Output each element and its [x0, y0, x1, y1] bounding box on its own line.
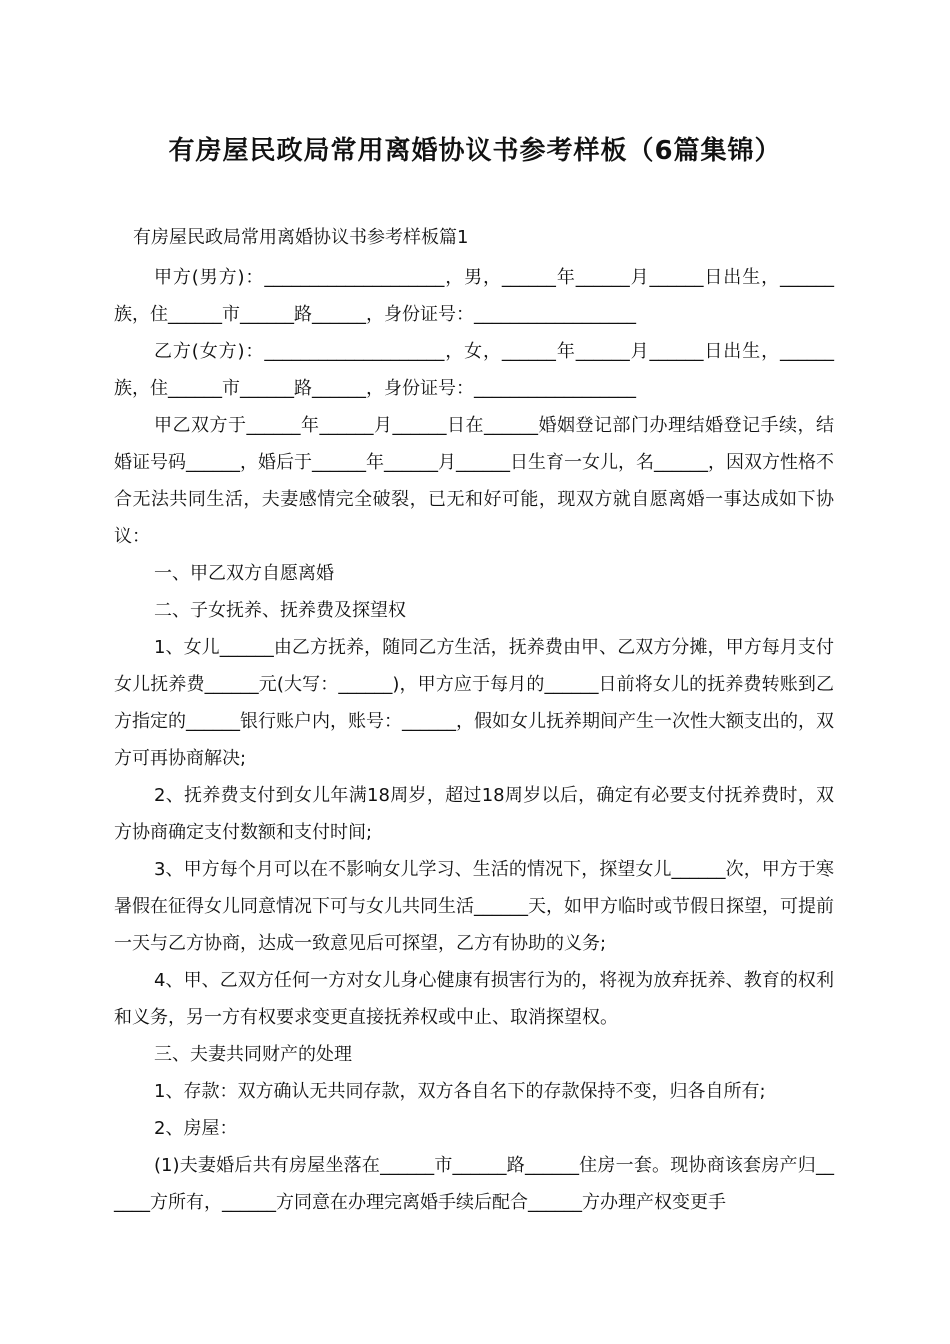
clause-3-item-1: 1、存款：双方确认无共同存款，双方各自名下的存款保持不变，归各自所有; — [154, 1081, 766, 1102]
clause-3-item-2: 2、房屋： — [154, 1118, 238, 1139]
clause-3-item-2-sub-1: (1)夫妻婚后共有房屋坐落在______市______路______住房一套。现协商该套房产归______方所有，______方同意在办理完离婚手续后配合______方办理产权变更手 — [114, 1155, 834, 1213]
marriage-background: 甲乙双方于______年______月______日在______婚姻登记部门办理结婚登记手续，结婚证号码______，婚后于______年______月______日生育一女儿，名______，因双方性格不合无法共同生活，夫妻感情完全破裂，已无和好可能，现双方就自愿离婚一事达成如下协议： — [114, 415, 834, 547]
clause-heading-2: 二、子女抚养、抚养费及探望权 — [154, 600, 406, 621]
clause-2-item-3: 3、甲方每个月可以在不影响女儿学习、生活的情况下，探望女儿______次，甲方于寒暑假在征得女儿同意情况下可与女儿共同生活______天，如甲方临时或节假日探望，可提前一天与乙方协商，达成一致意见后可探望，乙方有协助的义务; — [114, 859, 834, 954]
clause-2-item-4: 4、甲、乙双方任何一方对女儿身心健康有损害行为的，将视为放弃抚养、教育的权利和义务，另一方有权要求变更直接抚养权或中止、取消探望权。 — [114, 970, 834, 1028]
party-b-info: 乙方(女方)：____________________，女，______年______月______日出生，______族，住______市______路______，身份证号：__________________ — [114, 341, 834, 399]
clause-2-item-2: 2、抚养费支付到女儿年满18周岁，超过18周岁以后，确定有必要支付抚养费时，双方协商确定支付数额和支付时间; — [114, 785, 834, 843]
party-a-info: 甲方(男方)：____________________，男，______年______月______日出生，______族，住______市______路______，身份证号：__________________ — [114, 267, 834, 325]
clause-heading-3: 三、夫妻共同财产的处理 — [154, 1044, 352, 1065]
document-body — [114, 259, 834, 1221]
document-title: 有房屋民政局常用离婚协议书参考样板（6篇集锦） — [168, 136, 782, 166]
clause-2-item-1: 1、女儿______由乙方抚养，随同乙方生活，抚养费由甲、乙双方分摊，甲方每月支付女儿抚养费______元(大写：______)，甲方应于每月的______日前将女儿的抚养费转账到乙方指定的______银行账户内，账号：______，假如女儿抚养期间产生一次性大额支出的，双方可再协商解决; — [114, 637, 834, 769]
clause-heading-1: 一、甲乙双方自愿离婚 — [154, 563, 334, 584]
section-heading: 有房屋民政局常用离婚协议书参考样板篇1 — [133, 227, 469, 248]
